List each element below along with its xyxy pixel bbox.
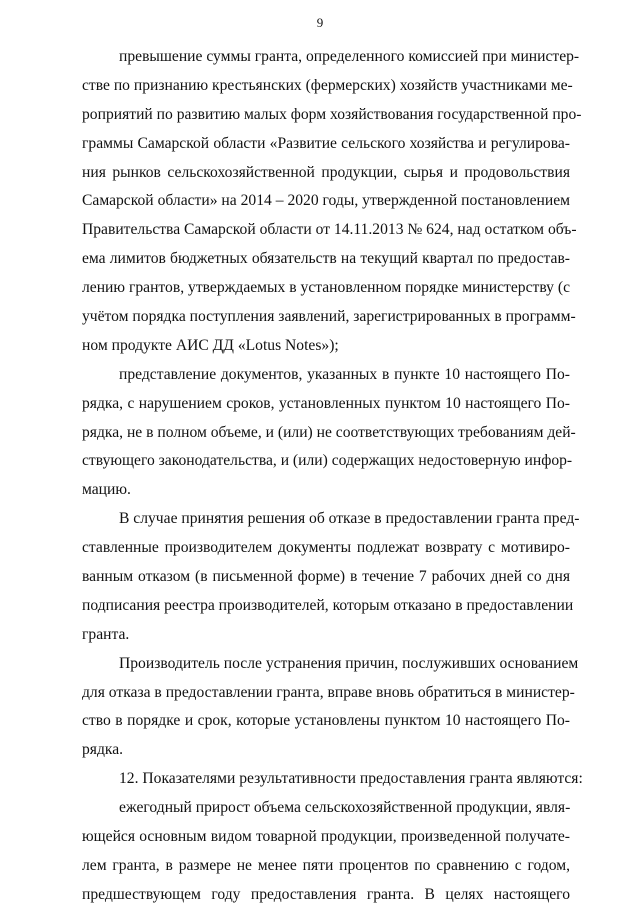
- text-line: для отказа в предоставлении гранта, вправе вновь обратиться в министер-: [82, 683, 575, 701]
- text-line: 12. Показателями результативности предоставления гранта являются:: [119, 770, 583, 788]
- paragraph-grant-excess: [82, 43, 582, 361]
- page-number: 9: [316, 15, 324, 30]
- text-line: рядка, с нарушением сроков, установленных пунктом 10 настоящего По-: [82, 394, 570, 412]
- text-line: учётом порядка поступления заявлений, зарегистрированных в программ-: [82, 308, 576, 326]
- text-line: граммы Самарской области «Развитие сельского хозяйства и регулирова-: [82, 134, 570, 152]
- text-line: мацию.: [82, 481, 131, 499]
- text-line: В случае принятия решения об отказе в предоставлении гранта пред-: [119, 510, 580, 528]
- text-line: ежегодный прирост объема сельскохозяйственной продукции, явля-: [119, 799, 571, 817]
- text-line: превышение суммы гранта, определенного комиссией при министер-: [119, 48, 580, 65]
- text-line: ема лимитов бюджетных обязательств на текущий квартал по предостав-: [82, 250, 570, 268]
- text-line: лем гранта, в размере не менее пяти процентов по сравнению с годом,: [82, 856, 570, 874]
- text-line: стве по признанию крестьянских (фермерских) хозяйств участниками ме-: [82, 76, 573, 94]
- text-line: ставленные производителем документы подлежат возврату с мотивиро-: [82, 539, 570, 557]
- paragraph-annual-growth: [82, 794, 570, 910]
- text-line: представление документов, указанных в пункте 10 настоящего По-: [119, 365, 570, 383]
- text-line: ванным отказом (в письменной форме) в течение 7 рабочих дней со дня: [82, 568, 570, 586]
- text-line: подписания реестра производителей, которым отказано в предоставлении: [82, 596, 574, 614]
- text-line: ство в порядке и срок, которые установлены пунктом 10 настоящего По-: [82, 712, 570, 730]
- text-line: ном продукте АИС ДД «Lotus Notes»);: [82, 336, 339, 354]
- text-line: Правительства Самарской области от 14.11.2013 № 624, над остатком объ-: [82, 221, 577, 239]
- document-body: [82, 43, 583, 910]
- paragraph-performance-indicators: [82, 765, 583, 794]
- paragraph-document-submission: [82, 361, 576, 505]
- text-line: предшествующем году предоставления гранта. В целях настоящего: [82, 885, 570, 903]
- text-line: ющейся основным видом товарной продукции, произведенной получате-: [82, 828, 570, 846]
- paragraph-reapplication: [82, 650, 579, 766]
- text-line: гранта.: [82, 625, 130, 643]
- text-line: Производитель после устранения причин, послуживших основанием: [119, 654, 579, 672]
- text-line: роприятий по развитию малых форм хозяйствования государственной про-: [82, 105, 582, 123]
- paragraph-refusal-decision: [82, 505, 580, 649]
- text-line: рядка.: [82, 741, 124, 759]
- text-line: рядка, не в полном объеме, и (или) не соответствующих требованиям дей-: [82, 423, 576, 441]
- text-line: ния рынков сельскохозяйственной продукции, сырья и продовольствия: [82, 163, 570, 181]
- text-line: ствующего законодательства, и (или) содержащих недостоверную инфор-: [82, 452, 573, 470]
- text-line: Самарской области» на 2014 – 2020 годы, утвержденной постановлением: [82, 192, 570, 210]
- text-line: лению грантов, утверждаемых в установленном порядке министерству (с: [82, 279, 570, 297]
